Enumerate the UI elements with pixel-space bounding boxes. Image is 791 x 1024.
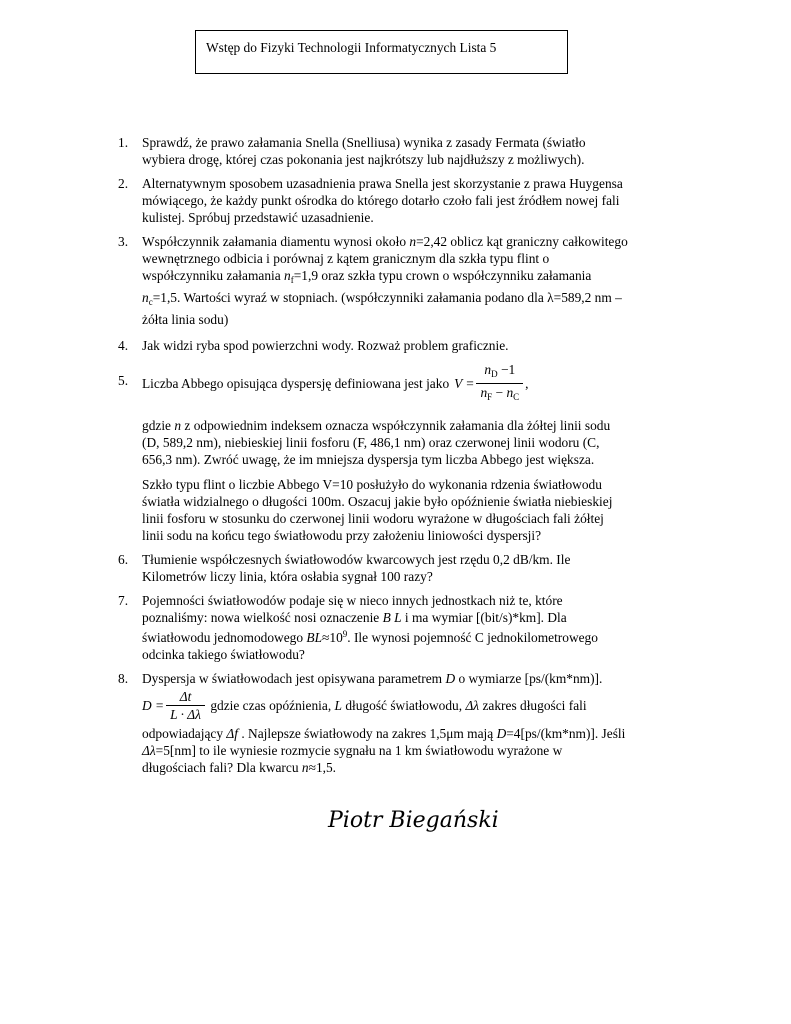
dispersion-fraction [166, 689, 205, 722]
text-line: 656,3 nm). Zwróć uwagę, że im mniejsza dyspersja tym liczba Abbego jest większa. [142, 452, 595, 467]
text-line [142, 417, 678, 434]
problem-number: 4. [118, 338, 129, 353]
text-run: Dyspersja w światłowodach jest opisywana parametrem [142, 671, 446, 686]
problem-number: 1. [118, 135, 129, 150]
text-line: linii fosforu w stosunku do czerwonej linii wodoru wyrażone w długościach fali żółtej [142, 511, 604, 526]
subscript: c [148, 297, 153, 307]
subscript: f [290, 275, 294, 285]
text-line: Sprawdź, że prawo załamania Snella (Snelliusa) wynika z zasady Fermata (światło [142, 135, 586, 150]
math-var: n [506, 385, 514, 400]
text-line: Alternatywnym sposobem uzasadnienia prawa Snella jest skorzystanie z prawa Huygensa [142, 176, 623, 191]
math-var: n [284, 268, 291, 283]
text-run: =1,9 oraz szkła typu crown o współczynniku załamania [293, 268, 592, 283]
math-var: D [445, 671, 456, 686]
text-line: Pojemności światłowodów podaje się w nieco innych jednostkach niż te, które [142, 593, 563, 608]
text-run: ≈1,5. [308, 760, 337, 775]
text-run: − [492, 385, 507, 400]
text-line [142, 267, 678, 289]
text-line [142, 725, 678, 742]
text-line: wewnętrznego odbicia i porównaj z kątem granicznym dla szkła typu flint o [142, 251, 550, 266]
problem-1 [118, 134, 678, 168]
subscript: D [491, 369, 498, 379]
text-line: wybiera drogę, której czas pokonania jest najkrótszy lub najdłuższy z możliwych). [142, 152, 585, 167]
text-run: o wymiarze [ps/(km*nm)]. [455, 671, 603, 686]
text-run: współczynniku załamania [142, 268, 285, 283]
math-var: Δf [226, 726, 238, 741]
text-run: zakres długości fali [479, 698, 587, 713]
problem-6 [118, 551, 678, 585]
text-line: odcinka takiego światłowodu? [142, 647, 305, 662]
problem-2 [118, 175, 678, 226]
text-run: odpowiadający [142, 726, 227, 741]
subscript: C [513, 392, 520, 402]
text-line [142, 626, 678, 646]
text-line [142, 759, 678, 776]
text-run: długościach fali? Dla kwarcu [142, 760, 302, 775]
text-run: długość światłowodu, [341, 698, 466, 713]
text-line: Jak widzi ryba spod powierzchni wody. Rozważ problem graficznie. [142, 338, 509, 353]
fraction-numerator: Δt [166, 689, 205, 706]
math-var: D [496, 726, 507, 741]
problem-number: 7. [118, 593, 129, 608]
dispersion-formula-line [142, 689, 678, 722]
text-line [142, 233, 678, 250]
math-var: n [301, 760, 309, 775]
problem-number: 8. [118, 671, 129, 686]
fraction-denominator: L · Δλ [170, 707, 201, 722]
text-line: Tłumienie współczesnych światłowodów kwarcowych jest rzędu 0,2 dB/km. Ile [142, 552, 571, 567]
text-run: ≈10 [322, 630, 343, 645]
problem-5 [118, 362, 678, 544]
text-run: z odpowiednim indeksem oznacza współczynnik załamania dla żółtej linii sodu [181, 418, 611, 433]
text-run: =2,42 oblicz kąt graniczny całkowitego [416, 234, 628, 249]
text-run: =4[ps/(km*nm)]. Jeśli [506, 726, 626, 741]
text-line: linii sodu na końcu tego światłowodu przy założeniu liniowości dyspersji? [142, 528, 542, 543]
author-signature: Piotr Biegański [328, 808, 499, 833]
fraction-numerator [476, 362, 523, 384]
text-line [142, 609, 678, 626]
text-line: żółta linia sodu) [142, 312, 229, 327]
math-var: Δλ [142, 743, 156, 758]
problem-8 [118, 670, 678, 776]
text-line [142, 289, 678, 311]
math-var: n [174, 418, 182, 433]
text-line [142, 742, 678, 759]
formula-lhs: V = [454, 376, 475, 391]
problem-number: 2. [118, 176, 129, 191]
problem-number: 3. [118, 234, 129, 249]
math-var: n [142, 290, 149, 305]
text-run: . Ile wynosi pojemność C jednokilometrowego [347, 630, 598, 645]
text-run: , [525, 376, 529, 391]
subscript: F [487, 392, 493, 402]
text-run: −1 [497, 362, 516, 377]
text-run: gdzie czas opóźnienia, [206, 698, 335, 713]
problem-4 [118, 337, 678, 354]
formula-lhs: D = [142, 698, 165, 713]
problem-list [118, 134, 678, 776]
math-var: n [409, 234, 417, 249]
math-var: L [334, 698, 342, 713]
text-run: . Najlepsze światłowody na zakres 1,5μm mają [238, 726, 497, 741]
text-line: światła widzialnego o długości 100m. Oszacuj jakie było opóźnienie światła niebieskiej [142, 494, 613, 509]
problem-number: 6. [118, 552, 129, 567]
math-var: BL [306, 630, 323, 645]
text-line: kulistej. Spróbuj przedstawić uzasadnienie. [142, 210, 374, 225]
math-var: B L [382, 610, 402, 625]
text-line: Szkło typu flint o liczbie Abbego V=10 posłużyło do wykonania rdzenia światłowodu [142, 477, 602, 492]
text-line: (D, 589,2 nm), niebieskiej linii fosforu (F, 486,1 nm) oraz czerwonej linii wodoru (C, [142, 435, 600, 450]
text-line: Kilometrów liczy linia, która osłabia sygnał 100 razy? [142, 569, 433, 584]
problem-7 [118, 592, 678, 663]
text-run: =1,5. Wartości wyraź w stopniach. (współczynniki załamania podano dla λ=589,2 nm – [152, 290, 622, 305]
math-var: n [484, 362, 492, 377]
text-run: =5[nm] to ile wyniesie rozmycie sygnału na 1 km światłowodu wyrażone w [155, 743, 563, 758]
header-box [195, 30, 568, 74]
abbe-formula-line [142, 362, 678, 405]
text-run: Współczynnik załamania diamentu wynosi około [142, 234, 410, 249]
text-line: mówiącego, że każdy punkt ośrodka do którego dotarło czoło fali jest źródłem nowej fali [142, 193, 620, 208]
text-run: poznaliśmy: nowa wielkość nosi oznaczenie [142, 610, 383, 625]
problem-3 [118, 233, 678, 328]
text-run: gdzie [142, 418, 175, 433]
page-title: Wstęp do Fizyki Technologii Informatycznych Lista 5 [206, 40, 497, 55]
math-var: Δλ [465, 698, 480, 713]
fraction-denominator [476, 384, 523, 405]
text-line [142, 670, 678, 687]
text-run: i ma wymiar [(bit/s)*km]. Dla [401, 610, 567, 625]
text-run: Liczba Abbego opisująca dyspersję definiowana jest jako [142, 376, 450, 391]
problem-number: 5. [118, 373, 129, 388]
text-run: światłowodu jednomodowego [142, 630, 307, 645]
superscript: 9 [342, 629, 348, 639]
abbe-fraction [476, 362, 523, 405]
math-var: n [480, 385, 488, 400]
